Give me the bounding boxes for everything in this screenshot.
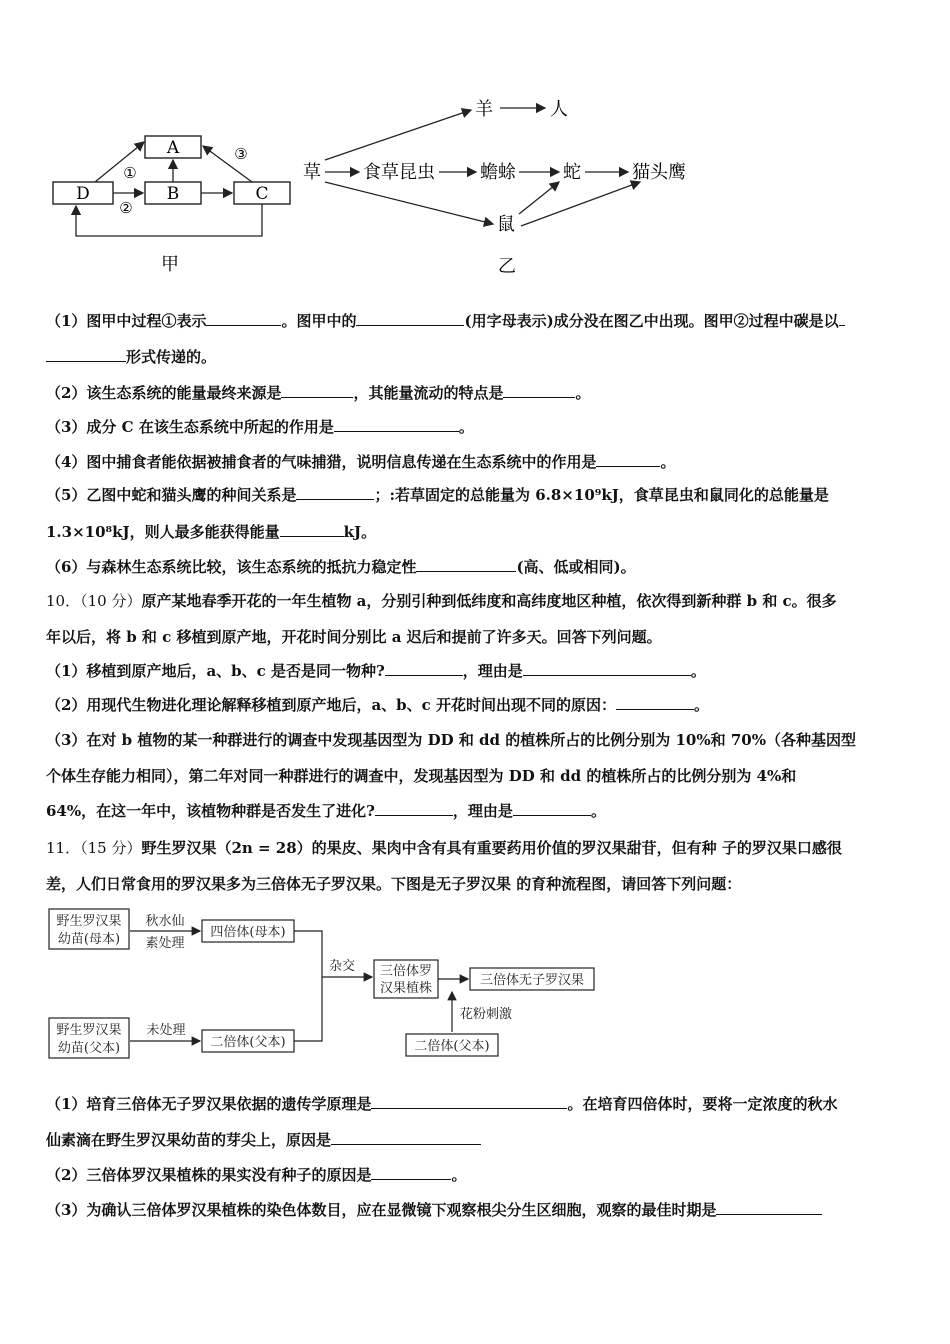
q9-p1-b: 。图甲中的 <box>281 312 357 330</box>
node-grass: 草 <box>303 162 321 183</box>
q10-p1-b: ，理由是 <box>462 662 523 680</box>
seedless-label: 三倍体无子罗汉果 <box>479 973 585 988</box>
node-toad: 蟾蜍 <box>480 162 516 183</box>
diploid-father-2-label: 二倍体(父本) <box>414 1039 490 1054</box>
q10-p1-c: 。 <box>690 662 706 680</box>
q9-p1-blank2[interactable] <box>356 310 464 326</box>
q9-p5-blank1[interactable] <box>296 484 374 500</box>
q10-p3-e: 。 <box>590 802 606 820</box>
q11-stem-b: 差，人们日常食用的罗汉果多为三倍体无子罗汉果。下图是无子罗汉果 的育种流程图，请回答下列问题： <box>46 875 742 893</box>
q10-p3-a: （3）在对 b 植物的某一种群进行的调查中发现基因型为 DD 和 dd 的植株所占的比例分别为 10%和 70%（各种基因型 <box>46 731 856 749</box>
colchicine-line2: 素处理 <box>145 936 185 951</box>
breeding-flowchart <box>46 905 606 1065</box>
wild-mother-line1: 野生罗汉果 <box>56 914 122 929</box>
process-1-label: ① <box>123 164 137 182</box>
node-owl: 猫头鹰 <box>632 162 686 183</box>
cross-label: 杂交 <box>328 959 356 974</box>
q10-stem-b: 年以后，将 b 和 c 移植到原产地，开花时间分别比 a 迟后和提前了许多天。回答下列问题。 <box>46 628 662 646</box>
q10-p3-blank2[interactable] <box>513 800 591 816</box>
q11-stem-line2 <box>46 873 910 895</box>
node-mouse: 鼠 <box>497 214 515 235</box>
q9-p2-blank1[interactable] <box>281 382 353 398</box>
q9-p4-blank[interactable] <box>596 451 660 467</box>
box-b-label: B <box>166 184 180 204</box>
wild-father-line2: 幼苗(父本) <box>57 1041 121 1056</box>
q11-number: 11．（15 分） <box>46 839 142 857</box>
q9-part1-line2 <box>46 346 910 368</box>
q9-p2-c: 。 <box>575 384 591 402</box>
pollen-label: 花粉刺激 <box>459 1007 513 1022</box>
q11-part3 <box>46 1199 910 1221</box>
process-2-label: ② <box>119 199 133 217</box>
q10-p1-a: （1）移植到原产地后，a、b、c 是否是同一物种? <box>46 662 385 680</box>
q9-part2 <box>46 382 910 404</box>
q10-stem-line1 <box>46 590 910 612</box>
q11-p1-blank1[interactable] <box>371 1093 567 1109</box>
wild-mother-line2: 幼苗(母本) <box>57 932 121 947</box>
q9-p1-d: 形式传递的。 <box>126 348 217 366</box>
q9-p2-a: （2）该生态系统的能量最终来源是 <box>46 384 282 402</box>
q9-p1-a: （1）图甲中过程①表示 <box>46 312 207 330</box>
box-d-label: D <box>76 184 90 204</box>
q10-p2-a: （2）用现代生物进化理论解释移植到原产地后，a、b、c 开花时间出现不同的原因： <box>46 696 617 714</box>
q9-p2-b: ，其能量流动的特点是 <box>353 384 504 402</box>
q9-p5-blank2[interactable] <box>280 521 344 537</box>
q9-p4-a: （4）图中捕食者能依据被捕食者的气味捕猎，说明信息传递在生态系统中的作用是 <box>46 453 597 471</box>
q10-stem-a: 原产某地春季开花的一年生植物 a，分别引种到低纬度和高纬度地区种植，依次得到新种群 b 和 c。很多 <box>141 592 837 610</box>
box-c-label: C <box>255 184 269 204</box>
q10-p2-blank[interactable] <box>616 694 694 710</box>
q9-p4-b: 。 <box>660 453 676 471</box>
q9-p3-b: 。 <box>458 418 474 436</box>
q11-p3-blank[interactable] <box>716 1199 822 1215</box>
q10-p3-b: 个体生存能力相同），第二年对同一种群进行的调查中，发现基因型为 DD 和 dd 的植株所占的比例分别为 4%和 <box>46 767 797 785</box>
figure-jia <box>40 120 310 280</box>
diploid-father-label: 二倍体(父本) <box>210 1035 286 1050</box>
q11-p1-blank2[interactable] <box>331 1129 481 1145</box>
q9-p5-b: ；:若草固定的总能量为 6.8×10⁹kJ，食草昆虫和鼠同化的总能量是 <box>374 486 829 504</box>
figure-jia-caption: 甲 <box>161 254 179 275</box>
q11-part1-line2 <box>46 1129 910 1151</box>
node-snake: 蛇 <box>563 162 581 183</box>
box-a-label: A <box>166 138 180 158</box>
q9-p3-a: （3）成分 C 在该生态系统中所起的作用是 <box>46 418 334 436</box>
wild-father-line1: 野生罗汉果 <box>56 1023 122 1038</box>
q10-p3-c: 64%，在这一年中，该植物种群是否发生了进化? <box>46 802 375 820</box>
q11-stem-line1 <box>46 837 910 859</box>
figure-yi-caption: 乙 <box>498 256 516 277</box>
q9-part3 <box>46 416 910 438</box>
q10-stem-line2 <box>46 626 910 648</box>
q9-part5-line2 <box>46 521 910 543</box>
q9-p1-blank1[interactable] <box>206 310 281 326</box>
q10-p1-blank2[interactable] <box>523 660 691 676</box>
figure-yi <box>295 90 715 285</box>
tetraploid-label: 四倍体(母本) <box>210 925 286 940</box>
q9-p1-blank3-cont[interactable] <box>46 346 126 362</box>
q9-part5-line1 <box>46 484 910 506</box>
q10-part3-line3 <box>46 800 910 822</box>
q11-p2-a: （2）三倍体罗汉果植株的果实没有种子的原因是 <box>46 1166 372 1184</box>
q10-p3-d: ，理由是 <box>452 802 513 820</box>
triploid-line1: 三倍体罗 <box>379 964 433 979</box>
q9-p6-b: (高、低或相同)。 <box>516 558 636 576</box>
q11-p1-a: （1）培育三倍体无子罗汉果依据的遗传学原理是 <box>46 1095 372 1113</box>
triploid-line2: 汉果植株 <box>379 981 433 996</box>
q10-p3-blank1[interactable] <box>375 800 453 816</box>
colchicine-line1: 秋水仙 <box>145 914 185 929</box>
q9-p5-a: （5）乙图中蛇和猫头鹰的种间关系是 <box>46 486 297 504</box>
q10-part2 <box>46 694 910 716</box>
q11-p1-b: 。在培育四倍体时，要将一定浓度的秋水 <box>567 1095 838 1113</box>
q10-part1 <box>46 660 910 682</box>
q9-p6-a: （6）与森林生态系统比较，该生态系统的抵抗力稳定性 <box>46 558 417 576</box>
q11-p2-blank[interactable] <box>371 1164 451 1180</box>
node-insect: 食草昆虫 <box>363 162 435 183</box>
q9-p5-c: 1.3×10⁸kJ，则人最多能获得能量 <box>46 523 280 541</box>
q9-part6 <box>46 556 910 578</box>
node-sheep: 羊 <box>475 99 493 120</box>
node-human: 人 <box>550 99 568 120</box>
q10-part3-line1 <box>46 729 910 751</box>
q10-p2-b: 。 <box>694 696 710 714</box>
q9-p1-c: (用字母表示)成分没在图乙中出现。图甲②过程中碳是以 <box>464 312 839 330</box>
q11-p3-a: （3）为确认三倍体罗汉果植株的染色体数目，应在显微镜下观察根尖分生区细胞，观察的最佳时期是 <box>46 1201 717 1219</box>
process-3-label: ③ <box>234 145 248 163</box>
q9-p3-blank[interactable] <box>334 416 459 432</box>
q9-part1-line1 <box>46 310 910 332</box>
q11-part2 <box>46 1164 910 1186</box>
q11-stem-a: 野生罗汉果（2n = 28）的果皮、果肉中含有具有重要药用价值的罗汉果甜苷，但有种 子的罗汉果口感很 <box>141 839 842 857</box>
q11-part1-line1 <box>46 1093 910 1115</box>
q10-number: 10．（10 分） <box>46 592 142 610</box>
q9-p2-blank2[interactable] <box>503 382 575 398</box>
q11-p2-b: 。 <box>451 1166 467 1184</box>
untreated-label: 未处理 <box>146 1023 186 1038</box>
q11-p1-c: 仙素滴在野生罗汉果幼苗的芽尖上，原因是 <box>46 1131 332 1149</box>
q9-p5-d: kJ。 <box>343 523 377 541</box>
q10-p1-blank1[interactable] <box>385 660 463 676</box>
q10-part3-line2 <box>46 765 910 787</box>
q9-part4 <box>46 451 910 473</box>
q9-p6-blank[interactable] <box>416 556 516 572</box>
q9-p1-blank3[interactable] <box>839 310 845 326</box>
